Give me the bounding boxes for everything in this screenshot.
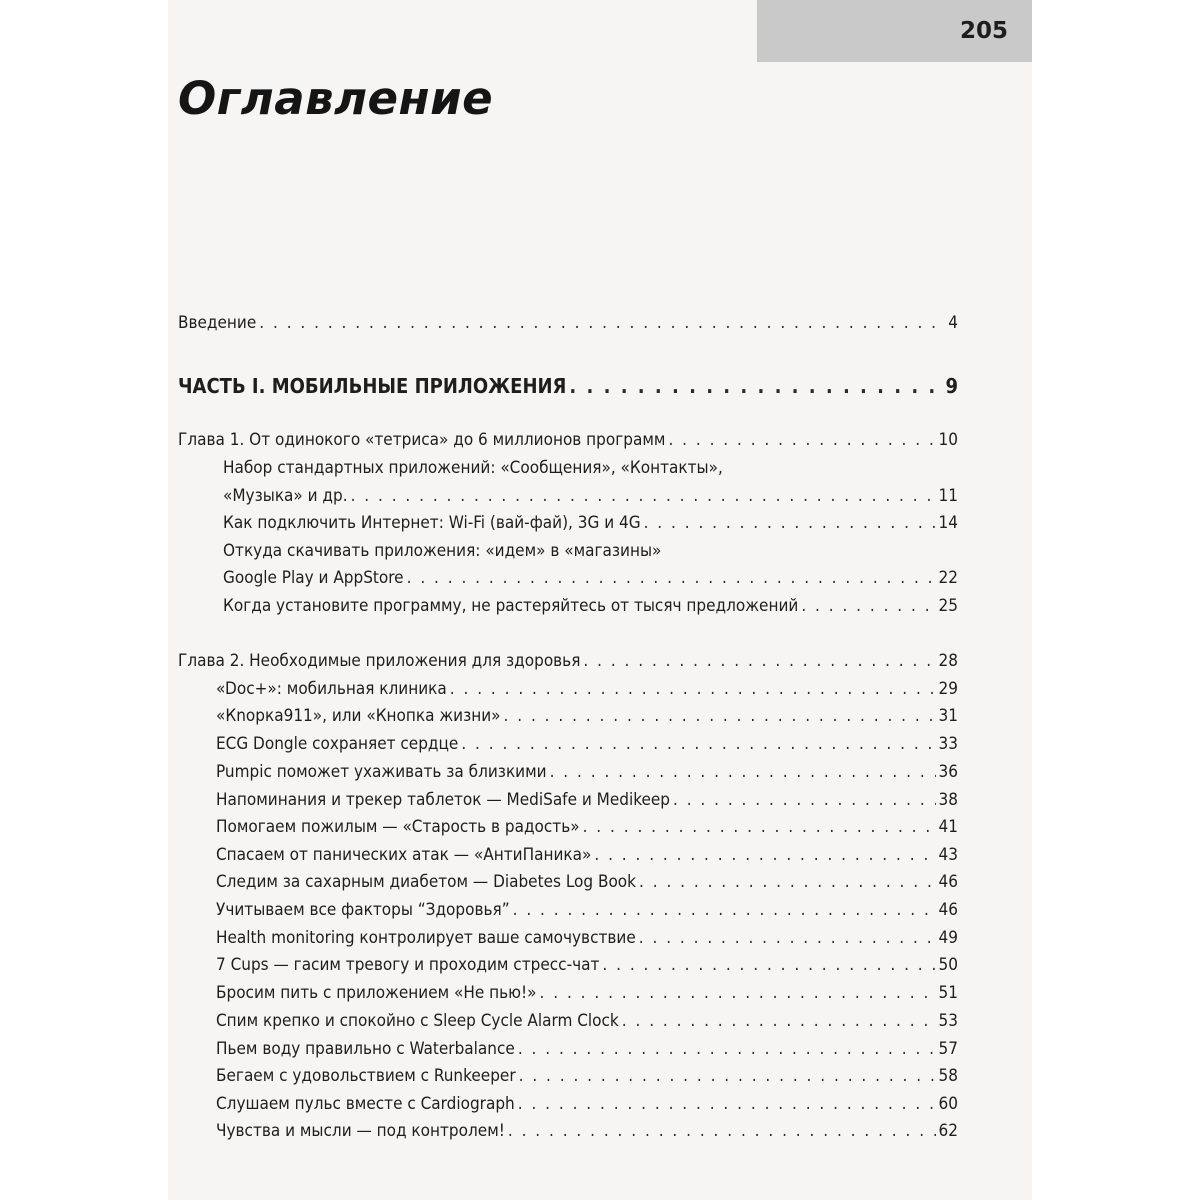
dot-leader: [583, 651, 935, 671]
toc-page-ref: 50: [938, 955, 958, 975]
toc-entry-title: Спасаем от панических атак — «АнтиПаника»: [216, 845, 592, 865]
toc-entry-title: ECG Dongle сохраняет сердце: [216, 734, 459, 754]
toc-entry-title: Бегаем с удовольствием с Runkeeper: [216, 1066, 516, 1086]
toc-entry-section: [216, 706, 958, 730]
toc-page-ref: 60: [938, 1094, 958, 1114]
toc-entry-section: [216, 762, 958, 786]
toc-entry-title-line-2: «Музыка» и др.: [223, 486, 348, 506]
toc-entry-section: [216, 679, 958, 703]
toc-entry-title-line-1: Набор стандартных приложений: «Сообщения», «Контакты»,: [223, 458, 723, 478]
toc-page-ref: 36: [938, 762, 958, 782]
toc-page-ref: 58: [938, 1066, 958, 1086]
dot-leader: [540, 983, 936, 1003]
toc-entry-section: [216, 983, 958, 1007]
toc-entry-title: Введение: [178, 313, 257, 333]
dot-leader: [550, 762, 936, 782]
toc-entry-title: «Doc+»: мобильная клиника: [216, 679, 447, 699]
dot-leader: [518, 1094, 936, 1114]
dot-leader: [450, 679, 936, 699]
dot-leader: [461, 734, 935, 754]
toc-page-ref: 14: [938, 513, 958, 533]
dot-leader: [644, 513, 936, 533]
dot-leader: [259, 313, 945, 333]
dot-leader: [622, 1011, 936, 1031]
toc-entry-section: [216, 1121, 958, 1145]
toc-page-ref: 9: [945, 374, 958, 398]
dot-leader: [583, 817, 936, 837]
toc-entry-section: [216, 1039, 958, 1063]
dot-leader: [407, 568, 936, 588]
toc-entry-chapter-1: [178, 430, 958, 454]
toc-entry-section: [216, 734, 958, 758]
toc-entry-title: «Кnopка911», или «Кнопка жизни»: [216, 706, 501, 726]
toc-entry-section: [216, 1066, 958, 1090]
toc-entry-section: [216, 955, 958, 979]
toc-page-ref: 53: [938, 1011, 958, 1031]
toc-entry-title: ЧАСТЬ I. МОБИЛЬНЫЕ ПРИЛОЖЕНИЯ: [178, 374, 567, 398]
toc-entry-introduction: [178, 313, 958, 337]
dot-leader: [594, 845, 935, 865]
toc-entry-title: Слушаем пульс вместе с Cardiograph: [216, 1094, 515, 1114]
toc-page-ref: 62: [938, 1121, 958, 1141]
toc-entry-section: [216, 928, 958, 952]
toc-entry-title: Как подключить Интернет: Wi-Fi (вай-фай), 3G и 4G: [223, 513, 641, 533]
dot-leader: [518, 1039, 936, 1059]
toc-entry-title: Помогаем пожилым — «Старость в радость»: [216, 817, 580, 837]
toc-entry-section: [216, 900, 958, 924]
toc-entry-section: [216, 1011, 958, 1035]
dot-leader: [508, 1121, 936, 1141]
dot-leader: [639, 872, 936, 892]
toc-page-ref: 51: [938, 983, 958, 1003]
toc-page-ref: 25: [938, 596, 958, 616]
dot-leader: [513, 900, 936, 920]
toc-page-ref: 11: [938, 486, 958, 506]
toc-entry-title-line-1: Откуда скачивать приложения: «идем» в «магазины»: [223, 541, 662, 561]
dot-leader: [602, 955, 935, 975]
toc-page-ref: 41: [938, 817, 958, 837]
toc-entry-chapter-2: [178, 651, 958, 675]
toc-page-ref: 33: [938, 734, 958, 754]
toc-entry-section: [223, 568, 958, 592]
dot-leader: [351, 486, 936, 506]
dot-leader: [569, 374, 942, 398]
toc-entry-title: Health monitoring контролирует ваше самочувствие: [216, 928, 636, 948]
toc-page-ref: 28: [938, 651, 958, 671]
toc-entry-section: [216, 872, 958, 896]
page-title: Оглавление: [178, 72, 494, 125]
toc-page-ref: 10: [938, 430, 958, 450]
dot-leader: [801, 596, 935, 616]
toc-page-ref: 22: [938, 568, 958, 588]
toc-entry-section: [223, 513, 958, 537]
toc-page-ref: 46: [938, 872, 958, 892]
toc-page-ref: 38: [938, 790, 958, 810]
toc-entry-section: [216, 817, 958, 841]
page-number: 205: [757, 0, 1032, 62]
toc-entry-title: Pumpic поможет ухаживать за близкими: [216, 762, 547, 782]
toc-entry-title: Спим крепко и спокойно с Sleep Cycle Alarm Clock: [216, 1011, 619, 1031]
toc-entry-title: Напоминания и трекер таблеток — MediSafe и Medikeep: [216, 790, 670, 810]
toc-entry-title-line-2: Google Play и AppStore: [223, 568, 404, 588]
toc-entry-section: [223, 596, 958, 620]
dot-leader: [504, 706, 936, 726]
toc-entry-title: 7 Cups — гасим тревогу и проходим стресс-чат: [216, 955, 600, 975]
dot-leader: [639, 928, 936, 948]
toc-entry-section: [216, 845, 958, 869]
toc-entry-title: Пьем воду правильно с Waterbalance: [216, 1039, 515, 1059]
toc-page-ref: 31: [938, 706, 958, 726]
toc-page-ref: 43: [938, 845, 958, 865]
toc-entry-section: [216, 790, 958, 814]
toc-entry-title: Следим за сахарным диабетом — Diabetes Log Book: [216, 872, 637, 892]
toc-page-ref: 46: [938, 900, 958, 920]
toc-entry-title: Бросим пить с приложением «Не пью!»: [216, 983, 537, 1003]
toc-entry-title: Глава 1. От одинокого «тетриса» до 6 миллионов программ: [178, 430, 666, 450]
toc-entry-title: Учитываем все факторы “Здоровья”: [216, 900, 510, 920]
toc-page-ref: 29: [938, 679, 958, 699]
toc-entry-title: Глава 2. Необходимые приложения для здоровья: [178, 651, 581, 671]
toc-page-ref: 49: [938, 928, 958, 948]
toc-page-ref: 4: [948, 313, 958, 333]
toc-entry-section: [216, 1094, 958, 1118]
dot-leader: [519, 1066, 936, 1086]
toc-page-ref: 57: [938, 1039, 958, 1059]
toc-entry-part-1: [178, 374, 958, 398]
book-page: [168, 0, 1032, 1200]
toc-entry-title: Чувства и мысли — под контролем!: [216, 1121, 505, 1141]
toc-entry-title: Когда установите программу, не растеряйтесь от тысяч предложений: [223, 596, 799, 616]
toc-entry-section: [223, 486, 958, 510]
dot-leader: [668, 430, 935, 450]
dot-leader: [673, 790, 936, 810]
